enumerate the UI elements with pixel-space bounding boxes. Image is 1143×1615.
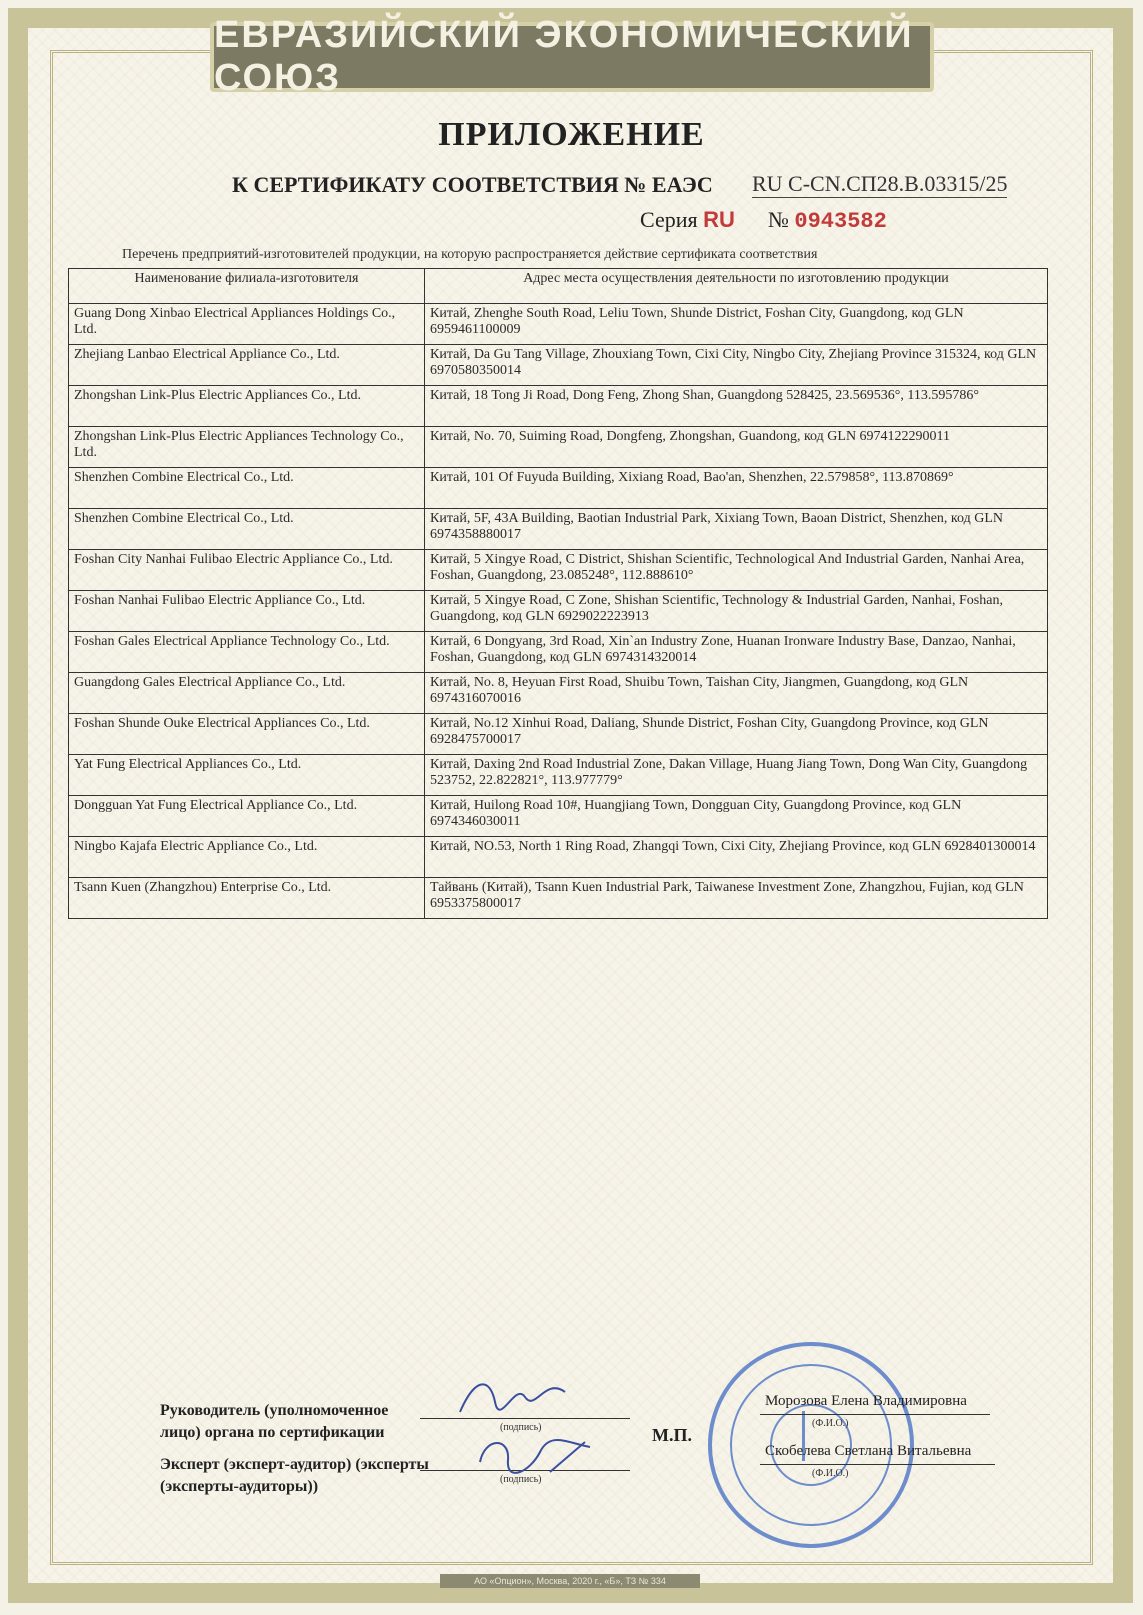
table-row: [69, 550, 1048, 591]
manufacturer-address: Китай, No.12 Xinhui Road, Daliang, Shunde District, Foshan City, Guangdong Province, код GLN 6928475700017: [425, 714, 1048, 755]
table-row: [69, 837, 1048, 878]
manufacturers-table: [68, 268, 1048, 919]
table-caption: Перечень предприятий-изготовителей продукции, на которую распространяется действие сертификата соответствия: [122, 247, 818, 262]
manufacturer-name: Ningbo Kajafa Electric Appliance Co., Ltd.: [69, 837, 425, 878]
manufacturer-address: Китай, Zhenghe South Road, Leliu Town, Shunde District, Foshan City, Guangdong, код GLN 6959461100009: [425, 304, 1048, 345]
manufacturer-address: Китай, NO.53, North 1 Ring Road, Zhangqi Town, Cixi City, Zhejiang Province, код GLN 6928401300014: [425, 837, 1048, 878]
fio-caption-1: (Ф.И.О.): [812, 1418, 849, 1429]
seal-mark: М.П.: [652, 1425, 692, 1445]
expert-label: Эксперт (эксперт-аудитор) (эксперты (эксперты-аудиторы)): [160, 1456, 429, 1495]
manufacturer-address: Китай, 5 Xingye Road, C District, Shishan Scientific, Technological And Industrial Garden, Nanhai Area, Foshan, Guangdong, 23.085248°, 112.888610°: [425, 550, 1048, 591]
column-header-name: Наименование филиала-изготовителя: [69, 269, 425, 304]
table-row: [69, 427, 1048, 468]
expert-name: Скобелева Светлана Витальевна: [765, 1443, 972, 1459]
sign-caption-2: (подпись): [500, 1474, 542, 1485]
series-no-label: №: [767, 207, 789, 232]
manufacturer-name: Foshan Nanhai Fulibao Electric Appliance Co., Ltd.: [69, 591, 425, 632]
manufacturer-name: Guangdong Gales Electrical Appliance Co., Ltd.: [69, 673, 425, 714]
head-name: Морозова Елена Владимировна: [765, 1393, 967, 1409]
manufacturer-name: Foshan Shunde Ouke Electrical Appliances Co., Ltd.: [69, 714, 425, 755]
manufacturer-name: Shenzhen Combine Electrical Co., Ltd.: [69, 509, 425, 550]
head-signature: [455, 1372, 575, 1422]
manufacturer-address: Китай, Huilong Road 10#, Huangjiang Town, Dongguan City, Guangdong Province, код GLN 6974346030011: [425, 796, 1048, 837]
manufacturer-name: Dongguan Yat Fung Electrical Appliance Co., Ltd.: [69, 796, 425, 837]
head-label: Руководитель (уполномоченное лицо) органа по сертификации: [160, 1402, 389, 1441]
manufacturer-name: Zhongshan Link-Plus Electric Appliances Co., Ltd.: [69, 386, 425, 427]
manufacturer-address: Китай, No. 70, Suiming Road, Dongfeng, Zhongshan, Guandong, код GLN 6974122290011: [425, 427, 1048, 468]
manufacturer-address: Китай, 5 Xingye Road, C Zone, Shishan Scientific, Technology & Industrial Garden, Nanhai, Foshan, Guangdong, код GLN 6929022223913: [425, 591, 1048, 632]
manufacturer-address: Китай, Da Gu Tang Village, Zhouxiang Town, Cixi City, Ningbo City, Zhejiang Province 315324, код GLN 6970580350014: [425, 345, 1048, 386]
manufacturer-address: Китай, 6 Dongyang, 3rd Road, Xin`an Industry Zone, Huanan Ironware Industry Base, Danzao, Nanhai, Foshan, Guangdong, код GLN 6974314320014: [425, 632, 1048, 673]
column-header-address: Адрес места осуществления деятельности по изготовлению продукции: [425, 269, 1048, 304]
manufacturer-name: Foshan City Nanhai Fulibao Electric Appliance Co., Ltd.: [69, 550, 425, 591]
page-title: ПРИЛОЖЕНИЕ: [438, 116, 705, 153]
table-header-row: [69, 269, 1048, 304]
union-banner: [210, 14, 934, 99]
table-row: [69, 714, 1048, 755]
manufacturer-address: Тайвань (Китай), Tsann Kuen Industrial Park, Taiwanese Investment Zone, Zhangzhou, Fujian, код GLN 6953375800017: [425, 878, 1048, 919]
manufacturer-address: Китай, Daxing 2nd Road Industrial Zone, Dakan Village, Huang Jiang Town, Dong Wan City, Guangdong 523752, 22.822821°, 113.977779°: [425, 755, 1048, 796]
table-row: [69, 468, 1048, 509]
series-line: [640, 207, 887, 234]
manufacturer-name: Zhejiang Lanbao Electrical Appliance Co., Ltd.: [69, 345, 425, 386]
table-row: [69, 673, 1048, 714]
manufacturer-address: Китай, 5F, 43A Building, Baotian Industrial Park, Xixiang Town, Baoan District, Shenzhen, код GLN 6974358880017: [425, 509, 1048, 550]
series-number: 0943582: [794, 209, 887, 234]
manufacturer-name: Zhongshan Link-Plus Electric Appliances Technology Co., Ltd.: [69, 427, 425, 468]
series-code: RU: [703, 207, 735, 232]
table-row: [69, 878, 1048, 919]
manufacturer-address: Китай, No. 8, Heyuan First Road, Shuibu Town, Taishan City, Jiangmen, Guangdong, код GLN 6974316070016: [425, 673, 1048, 714]
expert-name-line: [760, 1464, 995, 1465]
manufacturer-name: Guang Dong Xinbao Electrical Appliances Holdings Co., Ltd.: [69, 304, 425, 345]
banner-text: ЕВРАЗИЙСКИЙ ЭКОНОМИЧЕСКИЙ СОЮЗ: [214, 14, 914, 99]
table-row: [69, 632, 1048, 673]
manufacturer-name: Shenzhen Combine Electrical Co., Ltd.: [69, 468, 425, 509]
fio-caption-2: (Ф.И.О.): [812, 1468, 849, 1479]
manufacturer-address: Китай, 101 Of Fuyuda Building, Xixiang Road, Bao'an, Shenzhen, 22.579858°, 113.870869°: [425, 468, 1048, 509]
table-row: [69, 345, 1048, 386]
table-row: [69, 796, 1048, 837]
table-row: [69, 304, 1048, 345]
table-row: [69, 591, 1048, 632]
certificate-label: К СЕРТИФИКАТУ СООТВЕТСТВИЯ № ЕАЭС: [232, 172, 713, 197]
table-row: [69, 755, 1048, 796]
certificate-number: RU C-CN.СП28.В.03315/25: [752, 171, 1008, 196]
head-name-line: [760, 1414, 990, 1415]
manufacturer-address: Китай, 18 Tong Ji Road, Dong Feng, Zhong Shan, Guangdong 528425, 23.569536°, 113.595786°: [425, 386, 1048, 427]
sign-caption-1: (подпись): [500, 1422, 542, 1433]
series-label: Серия: [640, 207, 698, 232]
expert-signature: [470, 1432, 600, 1480]
manufacturer-name: Yat Fung Electrical Appliances Co., Ltd.: [69, 755, 425, 796]
printer-footer: АО «Опцион», Москва, 2020 г., «Б», ТЗ № 334: [440, 1574, 700, 1588]
table-row: [69, 386, 1048, 427]
manufacturer-name: Foshan Gales Electrical Appliance Technology Co., Ltd.: [69, 632, 425, 673]
manufacturer-name: Tsann Kuen (Zhangzhou) Enterprise Co., Ltd.: [69, 878, 425, 919]
table-row: [69, 509, 1048, 550]
